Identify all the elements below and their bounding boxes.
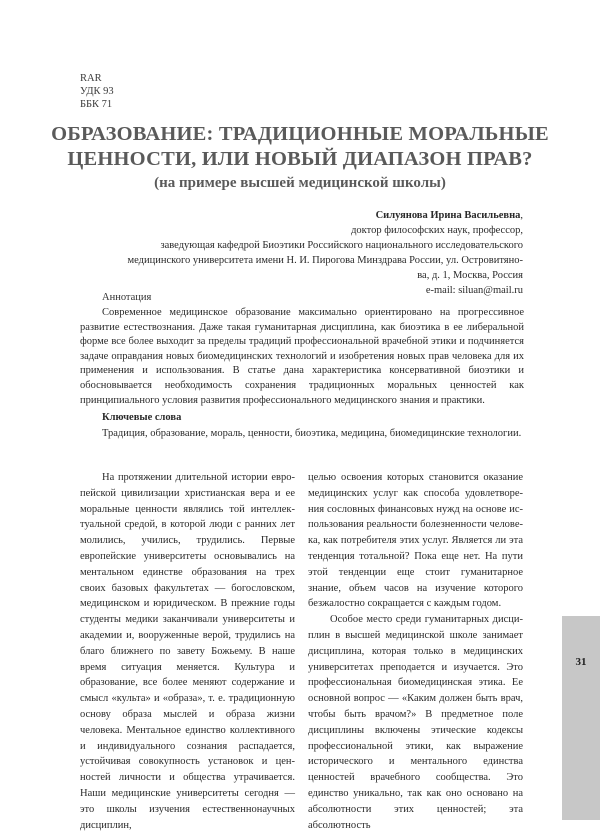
keywords-heading: Ключевые слова [102,412,182,423]
abstract-text: Современное медицинское образование максимально ориентировано на прогрессивное развитие естествознания. Даже такая гуманитарная дисциплина, как биоэтика в ее либеральной форме все более выходит за пределы традиций профессиональной врачебной этики и подчиняется задаче оправдания новых биомедицинских технологий и изобретения новых прав человека для их применения и использования. В статье дана характеристика консервативной биоэтики и обосновывается необходимость сохранения традиционных моральных ценностей как принципиального условия развития профессионального медицинского знания и практики. [80,307,524,406]
author-affiliation-2: медицинского университета имени Н. И. Пирогова Минздрава России, ул. Островитяно- [127,255,523,266]
keywords-text: Традиция, образование, мораль, ценности, биоэтика, медицина, биомедицинские технологии. [102,428,522,439]
title-line-2: ЦЕННОСТИ, ИЛИ НОВЫЙ ДИАПАЗОН ПРАВ? [67,148,533,170]
author-affiliation-1: заведующая кафедрой Биоэтики Российского национального исследовательского [160,240,523,251]
body-column-left [80,470,295,833]
page-number-tab [562,616,600,820]
page-number: 31 [575,656,587,668]
author-degree: доктор философских наук, профессор, [351,225,523,236]
author-address: ва, д. 1, Москва, Россия [417,270,523,281]
body-column-right [308,470,523,833]
title-line-1: ОБРАЗОВАНИЕ: ТРАДИЦИОННЫЕ МОРАЛЬНЫЕ [51,123,549,145]
code-bbk: ББК 71 [80,99,113,110]
title-subtitle: (на примере высшей медицинской школы) [154,175,446,191]
author-email: e-mail: siluan@mail.ru [425,285,523,296]
author-block: Силуянова Ирина Васильевна, доктор философских наук, профессор, заведующая кафедрой Биоэтики Российского национального исследовательского медицинского университета имени Н. И. Пирогова Минздрава России, ул. Островитяно- ва, д. 1, Москва, Россия e-mail: siluan@mail.ru [103,208,523,298]
classification-codes [80,72,114,111]
code-rar: RAR [80,73,102,84]
body-paragraph: Особое место среди гуманитарных дисциплин в высшей медицинской школе занимает дисциплина, которая только в медицинских университетах преподается и изучается. Это профессиональная биомедицинская этика. Ее основной вопрос — «Каким должен быть врач, чтобы быть врачом?» В предметное поле дисциплины включены этические кодексы профессиональной этики, как выражение исторического и ментального единства ценностей врачебного сообщества. Это единство уникально, так как оно основано на абсолютности этих ценностей; эта абсолютность [308,614,523,831]
abstract-heading: Аннотация [102,292,152,303]
body-paragraph: целью освоения которых становится оказание медицинских услуг как способа удовлетворения сословных финансовых нужд на основе использования реальности болезненности человека, как потребителя этих услуг. Является ли эта тенденция тотальной? Пока еще нет. На пути этой тенденции еще стоит гуманитарное знание, объем часов на изучение которого безжалостно сокращается с каждым годом. [308,472,523,610]
body-paragraph: На протяжении длительной истории европейской цивилизации христианская вера и ее моральные ценности являлись той интеллектуальной средой, в которой люди с ранних лет молились, учились, трудились. Первые европейские университеты основывались на ментальном единстве образования на трех своих базовых факультетах — богословском, медицинском и юридическом. В прежние годы студенты медики заканчивали университеты и академии и, вооруженные верой, трудились на благо ближнего по завету Божьему. В наше время ситуация меняется. Культура и образование, все более меняют содержание и смысл «культа» и «образа», т. е. традиционную основу образа мыслей и образа жизни человека. Ментальное единство коллективного и индивидуального сознания распадается, устойчивая совокупность установок и ценностей личности и общества утрачивается. Наши медицинские университеты сегодня — это школы изучения естественнонаучных дисциплин, [80,472,295,831]
code-udk: УДК 93 [80,86,114,97]
article-title [0,122,600,194]
author-name: Силуянова Ирина Васильевна [375,210,521,221]
